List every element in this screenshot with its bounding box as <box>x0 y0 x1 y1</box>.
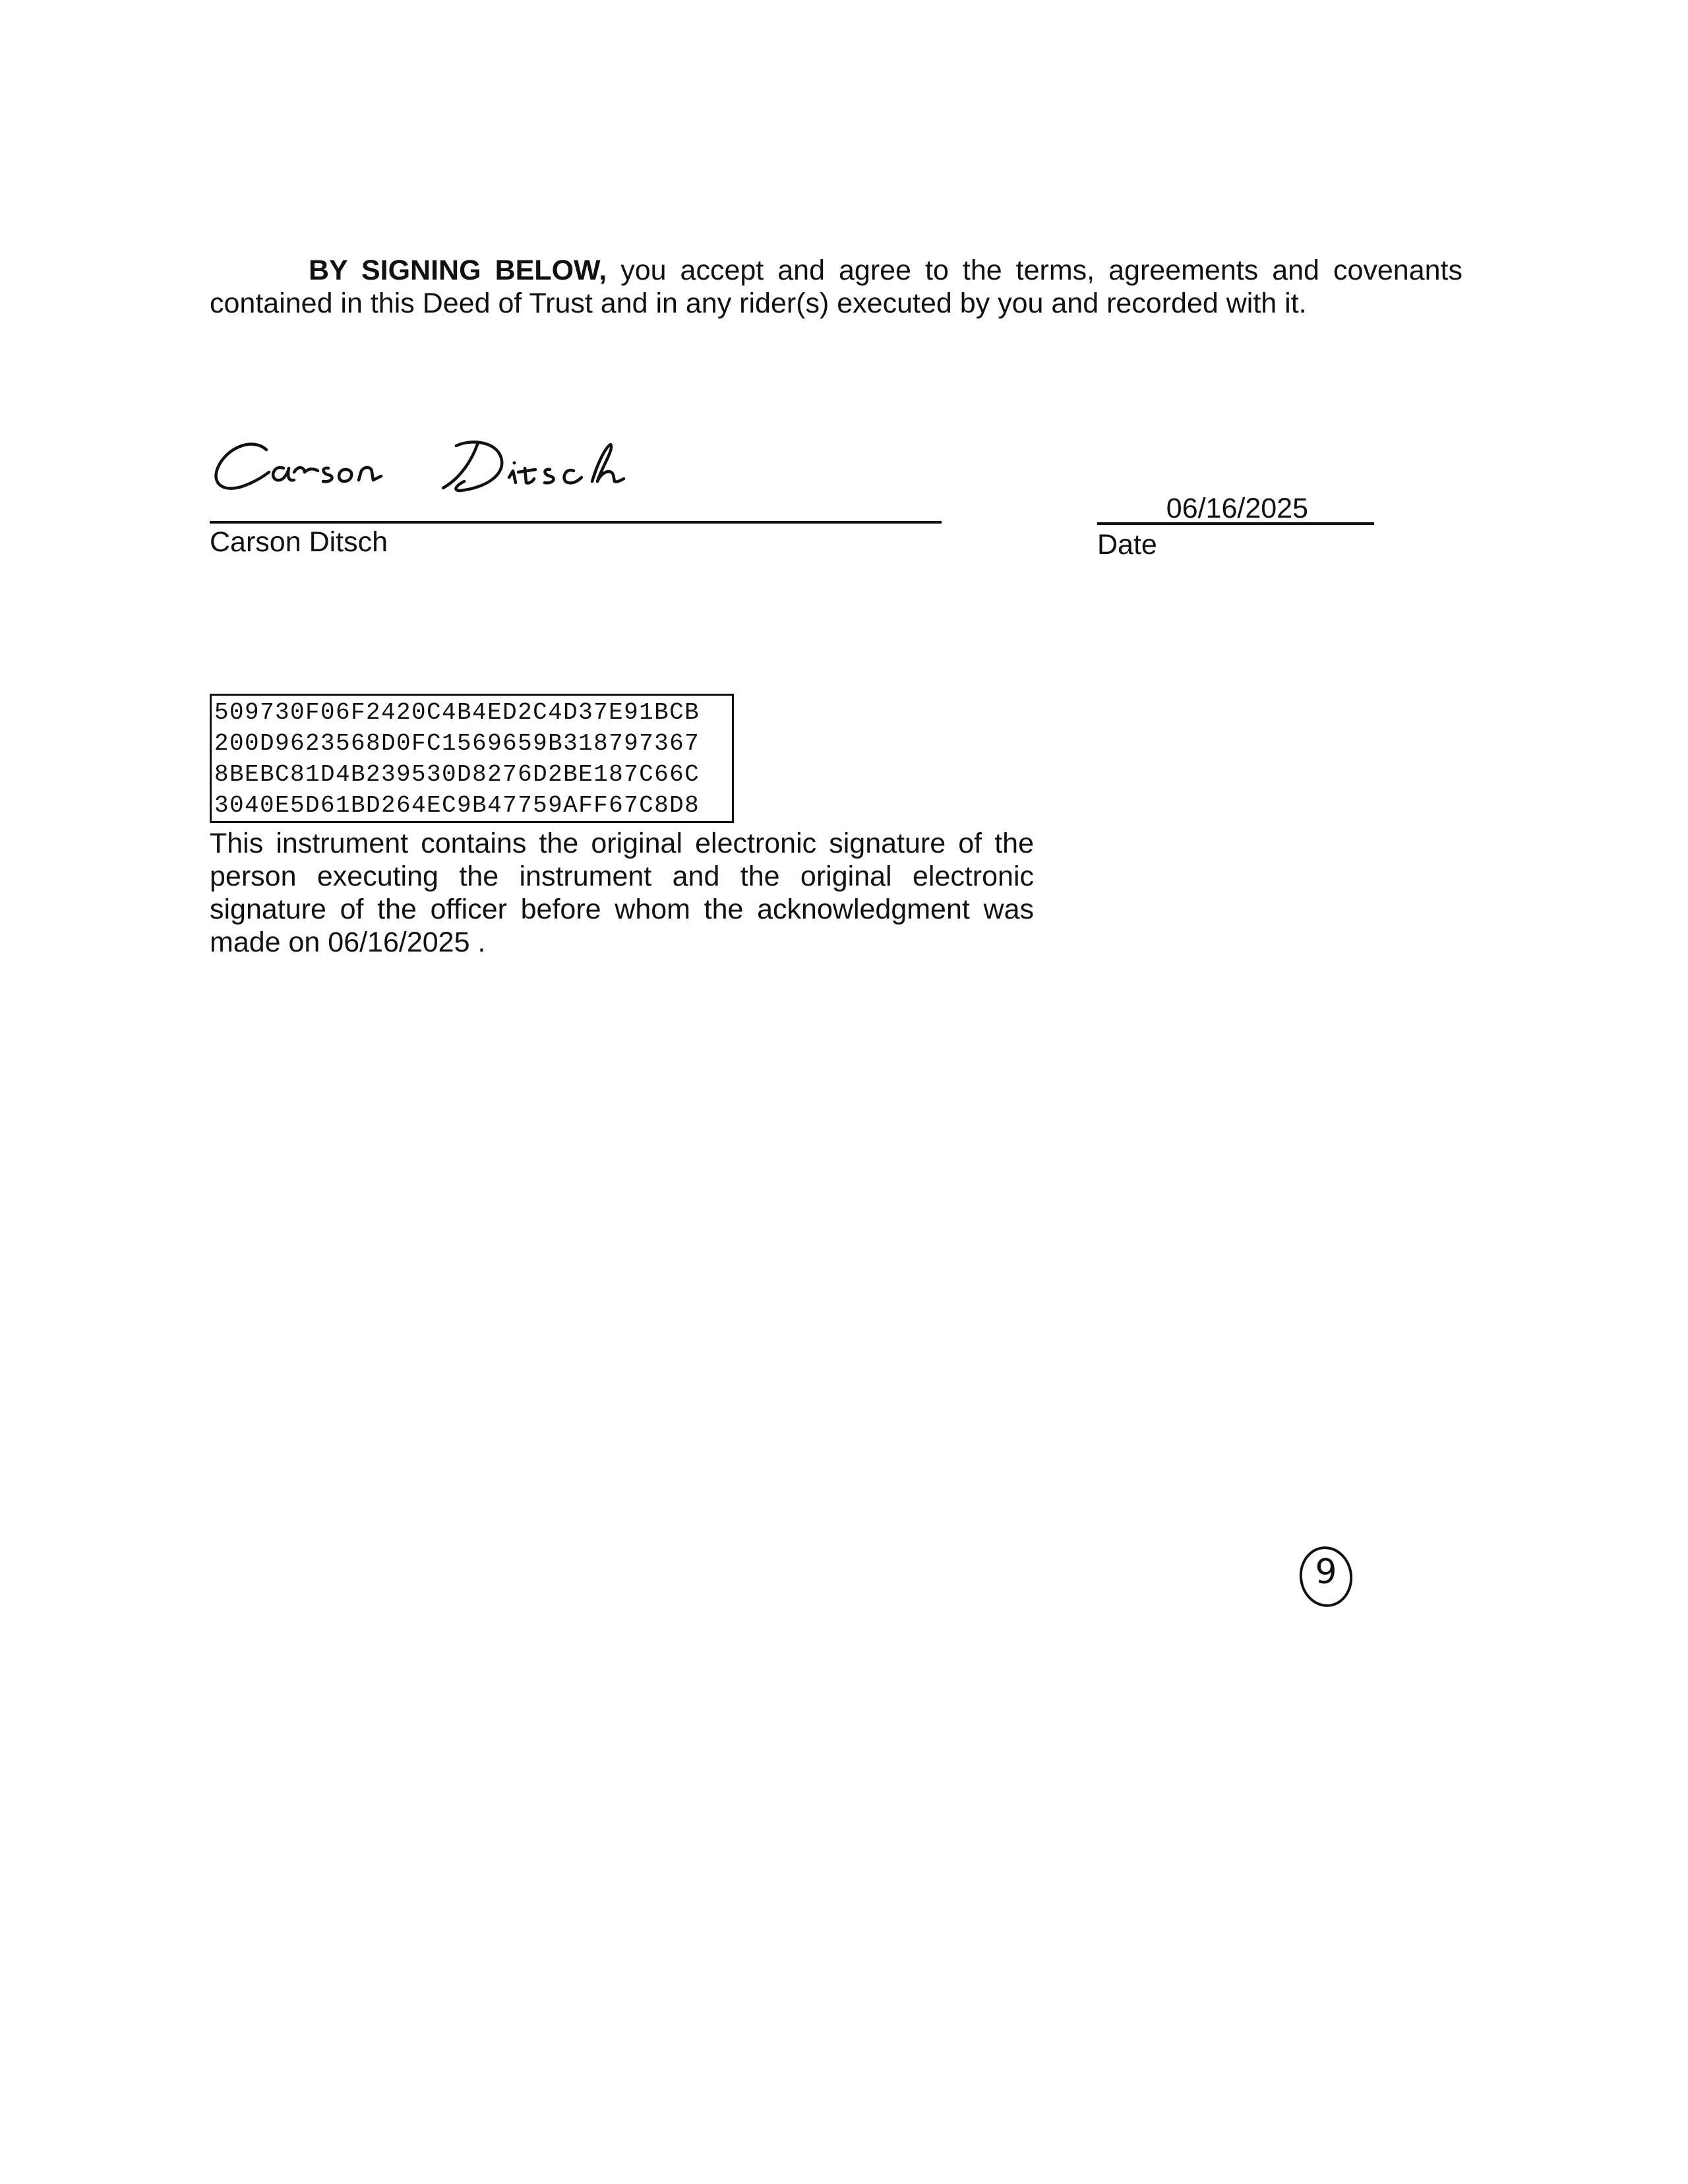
hash-line: 509730F06F2420C4B4ED2C4D37E91BCB <box>214 699 700 726</box>
signing-statement-text: you accept and agree to the terms, agreements and covenants contained in this Deed of Trust and in any rider(s) executed by you and recorded with it. <box>210 255 1462 319</box>
hash-line: 3040E5D61BD264EC9B47759AFF67C8D8 <box>214 792 700 819</box>
signing-statement <box>210 254 1462 320</box>
signing-date-value: 06/16/2025 <box>1166 493 1308 524</box>
handwritten-page-number <box>1296 1540 1358 1612</box>
date-line <box>1097 522 1374 525</box>
page-number-text: 9 <box>1315 1552 1337 1592</box>
document-hash-box <box>210 694 734 823</box>
date-label: Date <box>1097 529 1157 561</box>
hash-line: 200D9623568D0FC1569659B318797367 <box>214 730 700 757</box>
electronic-signature-note: This instrument contains the original electronic signature of the person executing the instrument and the original electronic signature of the officer before whom the acknowledgment was made on 06/16/2025 . <box>210 828 1034 958</box>
signer-printed-name: Carson Ditsch <box>210 526 388 558</box>
signature-line <box>210 521 942 524</box>
signing-statement-lead: BY SIGNING BELOW, <box>309 255 607 286</box>
handwritten-signature <box>206 422 707 508</box>
hash-line: 8BEBC81D4B239530D8276D2BE187C66C <box>214 761 700 788</box>
